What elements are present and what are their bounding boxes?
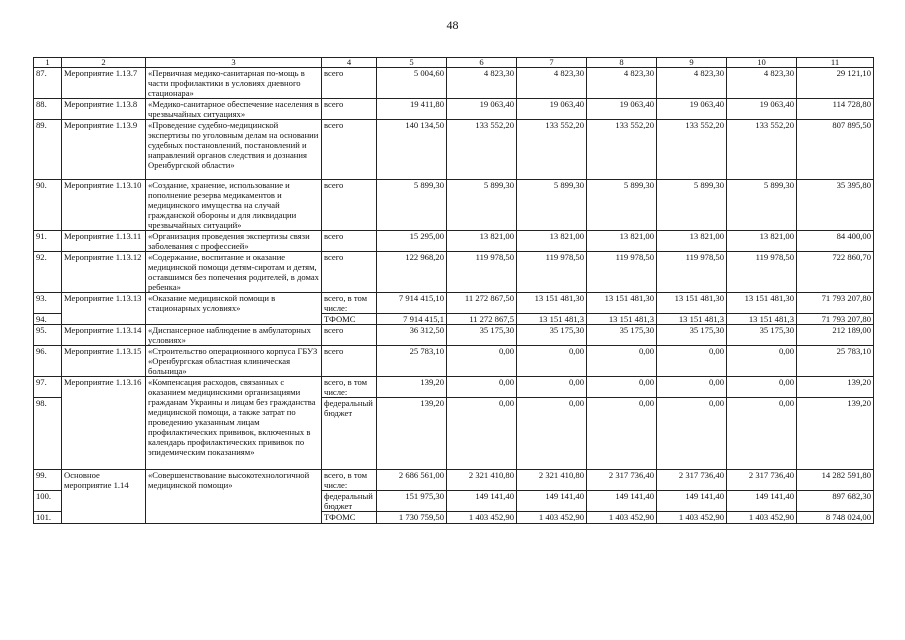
amount-cell: 4 823,30 — [517, 68, 587, 99]
amount-cell: 19 063,40 — [727, 99, 797, 120]
amount-cell: 133 552,20 — [587, 120, 657, 180]
amount-cell: 0,00 — [517, 377, 587, 398]
amount-cell: 29 121,10 — [797, 68, 874, 99]
column-header: 1 — [34, 58, 62, 68]
table-row — [34, 120, 874, 180]
row-number: 95. — [34, 325, 62, 346]
amount-cell: 0,00 — [727, 398, 797, 470]
amount-cell: 0,00 — [517, 346, 587, 377]
amount-cell: 5 899,30 — [727, 180, 797, 231]
activity-name: Мероприятие 1.13.12 — [62, 252, 146, 293]
amount-cell: 133 552,20 — [727, 120, 797, 180]
funding-source: всего, в том числе: — [322, 293, 377, 314]
funding-source: федеральный бюджет — [322, 491, 377, 512]
activity-name: Мероприятие 1.13.7 — [62, 68, 146, 99]
column-header: 2 — [62, 58, 146, 68]
row-number: 92. — [34, 252, 62, 293]
activity-name: Мероприятие 1.13.11 — [62, 231, 146, 252]
amount-cell: 114 728,80 — [797, 99, 874, 120]
amount-cell: 2 321 410,80 — [447, 470, 517, 491]
amount-cell: 2 317 736,40 — [727, 470, 797, 491]
amount-cell: 119 978,50 — [517, 252, 587, 293]
amount-cell: 19 411,80 — [377, 99, 447, 120]
amount-cell: 5 899,30 — [447, 180, 517, 231]
amount-cell: 13 151 481,3 — [657, 314, 727, 325]
row-number: 91. — [34, 231, 62, 252]
amount-cell: 13 821,00 — [727, 231, 797, 252]
amount-cell: 25 783,10 — [377, 346, 447, 377]
amount-cell: 119 978,50 — [657, 252, 727, 293]
table-row — [34, 231, 874, 252]
amount-cell: 139,20 — [797, 398, 874, 470]
amount-cell: 35 175,30 — [727, 325, 797, 346]
funding-source: всего — [322, 180, 377, 231]
amount-cell: 19 063,40 — [517, 99, 587, 120]
row-number: 99. — [34, 470, 62, 491]
amount-cell: 2 321 410,80 — [517, 470, 587, 491]
amount-cell: 35 175,30 — [447, 325, 517, 346]
amount-cell: 119 978,50 — [447, 252, 517, 293]
amount-cell: 119 978,50 — [727, 252, 797, 293]
amount-cell: 13 821,00 — [587, 231, 657, 252]
funding-source: федеральный бюджет — [322, 398, 377, 470]
amount-cell: 13 821,00 — [517, 231, 587, 252]
activity-name: Мероприятие 1.13.15 — [62, 346, 146, 377]
row-number: 88. — [34, 99, 62, 120]
amount-cell: 0,00 — [727, 377, 797, 398]
amount-cell: 84 400,00 — [797, 231, 874, 252]
activity-description: «Проведение судебно-медицинской экспертизы по уголовным делам на основании судебных постановлений, постановлений и направлений органов следствия и дознания Оренбургской области» — [146, 120, 322, 180]
amount-cell: 0,00 — [587, 346, 657, 377]
amount-cell: 133 552,20 — [517, 120, 587, 180]
amount-cell: 15 295,00 — [377, 231, 447, 252]
activity-description: «Первичная медико-санитарная по-мощь в части профилактики в условиях дневного стационара» — [146, 68, 322, 99]
funding-source: всего — [322, 325, 377, 346]
amount-cell: 0,00 — [657, 346, 727, 377]
amount-cell: 35 175,30 — [587, 325, 657, 346]
funding-source: всего, в том числе: — [322, 470, 377, 491]
amount-cell: 11 272 867,50 — [447, 293, 517, 314]
activity-name: Мероприятие 1.13.9 — [62, 120, 146, 180]
amount-cell: 139,20 — [377, 398, 447, 470]
amount-cell: 13 151 481,30 — [517, 293, 587, 314]
amount-cell: 897 682,30 — [797, 491, 874, 512]
amount-cell: 139,20 — [377, 377, 447, 398]
amount-cell: 0,00 — [587, 377, 657, 398]
funding-source: всего — [322, 346, 377, 377]
activity-description: «Совершенствование высокотехнологичной медицинской помощи» — [146, 470, 322, 524]
amount-cell: 149 141,40 — [657, 491, 727, 512]
amount-cell: 8 748 024,00 — [797, 512, 874, 524]
amount-cell: 133 552,20 — [657, 120, 727, 180]
funding-source: всего, в том числе: — [322, 377, 377, 398]
column-header: 9 — [657, 58, 727, 68]
amount-cell: 807 895,50 — [797, 120, 874, 180]
activity-name: Мероприятие 1.13.16 — [62, 377, 146, 470]
amount-cell: 7 914 415,1 — [377, 314, 447, 325]
column-header: 8 — [587, 58, 657, 68]
funding-source: всего — [322, 231, 377, 252]
amount-cell: 35 175,30 — [517, 325, 587, 346]
amount-cell: 13 151 481,30 — [657, 293, 727, 314]
table-row — [34, 293, 874, 314]
row-number: 97. — [34, 377, 62, 398]
amount-cell: 2 686 561,00 — [377, 470, 447, 491]
activity-description: «Компенсация расходов, связанных с оказанием медицинскими организациями гражданам Украины и лицам без гражданства медицинской помощи, а также затрат по проведению указанным лицам профилактических прививок, включенных в календарь профилактических прививок по эпидемическим показаниям» — [146, 377, 322, 470]
column-header: 4 — [322, 58, 377, 68]
amount-cell: 5 899,30 — [377, 180, 447, 231]
activity-description: «Оказание медицинской помощи в стационарных условиях» — [146, 293, 322, 325]
amount-cell: 4 823,30 — [727, 68, 797, 99]
amount-cell: 13 151 481,30 — [727, 293, 797, 314]
table-row — [34, 68, 874, 99]
funding-source: ТФОМС — [322, 314, 377, 325]
row-number: 93. — [34, 293, 62, 314]
column-header: 10 — [727, 58, 797, 68]
amount-cell: 7 914 415,10 — [377, 293, 447, 314]
activity-name: Мероприятие 1.13.13 — [62, 293, 146, 325]
table-header-row — [34, 58, 874, 68]
activity-name: Мероприятие 1.13.14 — [62, 325, 146, 346]
amount-cell: 1 403 452,90 — [517, 512, 587, 524]
amount-cell: 212 189,00 — [797, 325, 874, 346]
amount-cell: 0,00 — [657, 377, 727, 398]
activity-description: «Диспансерное наблюдение в амбулаторных условиях» — [146, 325, 322, 346]
amount-cell: 2 317 736,40 — [657, 470, 727, 491]
table-row — [34, 346, 874, 377]
column-header: 5 — [377, 58, 447, 68]
amount-cell: 133 552,20 — [447, 120, 517, 180]
table-row — [34, 180, 874, 231]
amount-cell: 71 793 207,80 — [797, 293, 874, 314]
column-header: 3 — [146, 58, 322, 68]
amount-cell: 0,00 — [447, 398, 517, 470]
amount-cell: 0,00 — [447, 377, 517, 398]
amount-cell: 149 141,40 — [447, 491, 517, 512]
amount-cell: 119 978,50 — [587, 252, 657, 293]
amount-cell: 19 063,40 — [657, 99, 727, 120]
amount-cell: 13 151 481,3 — [587, 314, 657, 325]
row-number: 90. — [34, 180, 62, 231]
activity-name: Мероприятие 1.13.10 — [62, 180, 146, 231]
amount-cell: 1 403 452,90 — [447, 512, 517, 524]
amount-cell: 5 004,60 — [377, 68, 447, 99]
budget-table — [33, 57, 874, 524]
row-number: 98. — [34, 398, 62, 470]
amount-cell: 19 063,40 — [587, 99, 657, 120]
amount-cell: 0,00 — [657, 398, 727, 470]
amount-cell: 122 968,20 — [377, 252, 447, 293]
amount-cell: 149 141,40 — [517, 491, 587, 512]
amount-cell: 722 860,70 — [797, 252, 874, 293]
table-row — [34, 325, 874, 346]
amount-cell: 11 272 867,5 — [447, 314, 517, 325]
table-row — [34, 252, 874, 293]
page-number: 48 — [446, 18, 459, 32]
row-number: 87. — [34, 68, 62, 99]
column-header: 6 — [447, 58, 517, 68]
row-number: 89. — [34, 120, 62, 180]
funding-source: ТФОМС — [322, 512, 377, 524]
activity-description: «Медико-санитарное обеспечение населения в чрезвычайных ситуациях» — [146, 99, 322, 120]
activity-description: «Содержание, воспитание и оказание медицинской помощи детям-сиротам и детям, оставшимся без попечения родителей, в домах ребенка» — [146, 252, 322, 293]
funding-source: всего — [322, 252, 377, 293]
activity-description: «Создание, хранение, использование и пополнение резерва медикаментов и медицинского имущества на случай гражданской обороны и для ликвидации чрезвычайных ситуаций» — [146, 180, 322, 231]
funding-source: всего — [322, 120, 377, 180]
amount-cell: 4 823,30 — [657, 68, 727, 99]
amount-cell: 13 151 481,30 — [587, 293, 657, 314]
amount-cell: 13 151 481,3 — [727, 314, 797, 325]
row-number: 96. — [34, 346, 62, 377]
amount-cell: 5 899,30 — [587, 180, 657, 231]
table-row — [34, 377, 874, 398]
activity-name: Мероприятие 1.13.8 — [62, 99, 146, 120]
amount-cell: 4 823,30 — [587, 68, 657, 99]
funding-source: всего — [322, 99, 377, 120]
activity-description: «Строительство операционного корпуса ГБУЗ «Оренбургская областная клиническая больница» — [146, 346, 322, 377]
amount-cell: 149 141,40 — [587, 491, 657, 512]
table-row — [34, 470, 874, 491]
activity-name: Основное мероприятие 1.14 — [62, 470, 146, 524]
amount-cell: 1 403 452,90 — [587, 512, 657, 524]
amount-cell: 0,00 — [587, 398, 657, 470]
amount-cell: 0,00 — [517, 398, 587, 470]
amount-cell: 2 317 736,40 — [587, 470, 657, 491]
amount-cell: 5 899,30 — [517, 180, 587, 231]
amount-cell: 13 821,00 — [447, 231, 517, 252]
amount-cell: 139,20 — [797, 377, 874, 398]
amount-cell: 36 312,50 — [377, 325, 447, 346]
row-number: 94. — [34, 314, 62, 325]
amount-cell: 149 141,40 — [727, 491, 797, 512]
row-number: 100. — [34, 491, 62, 512]
amount-cell: 14 282 591,80 — [797, 470, 874, 491]
amount-cell: 4 823,30 — [447, 68, 517, 99]
amount-cell: 35 395,80 — [797, 180, 874, 231]
amount-cell: 140 134,50 — [377, 120, 447, 180]
amount-cell: 71 793 207,80 — [797, 314, 874, 325]
amount-cell: 25 783,10 — [797, 346, 874, 377]
amount-cell: 5 899,30 — [657, 180, 727, 231]
column-header: 7 — [517, 58, 587, 68]
funding-source: всего — [322, 68, 377, 99]
column-header: 11 — [797, 58, 874, 68]
amount-cell: 1 730 759,50 — [377, 512, 447, 524]
amount-cell: 13 151 481,3 — [517, 314, 587, 325]
table-row — [34, 99, 874, 120]
amount-cell: 0,00 — [447, 346, 517, 377]
activity-description: «Организация проведения экспертизы связи заболевания с профессией» — [146, 231, 322, 252]
amount-cell: 19 063,40 — [447, 99, 517, 120]
row-number: 101. — [34, 512, 62, 524]
amount-cell: 0,00 — [727, 346, 797, 377]
amount-cell: 35 175,30 — [657, 325, 727, 346]
amount-cell: 1 403 452,90 — [657, 512, 727, 524]
amount-cell: 13 821,00 — [657, 231, 727, 252]
amount-cell: 151 975,30 — [377, 491, 447, 512]
amount-cell: 1 403 452,90 — [727, 512, 797, 524]
